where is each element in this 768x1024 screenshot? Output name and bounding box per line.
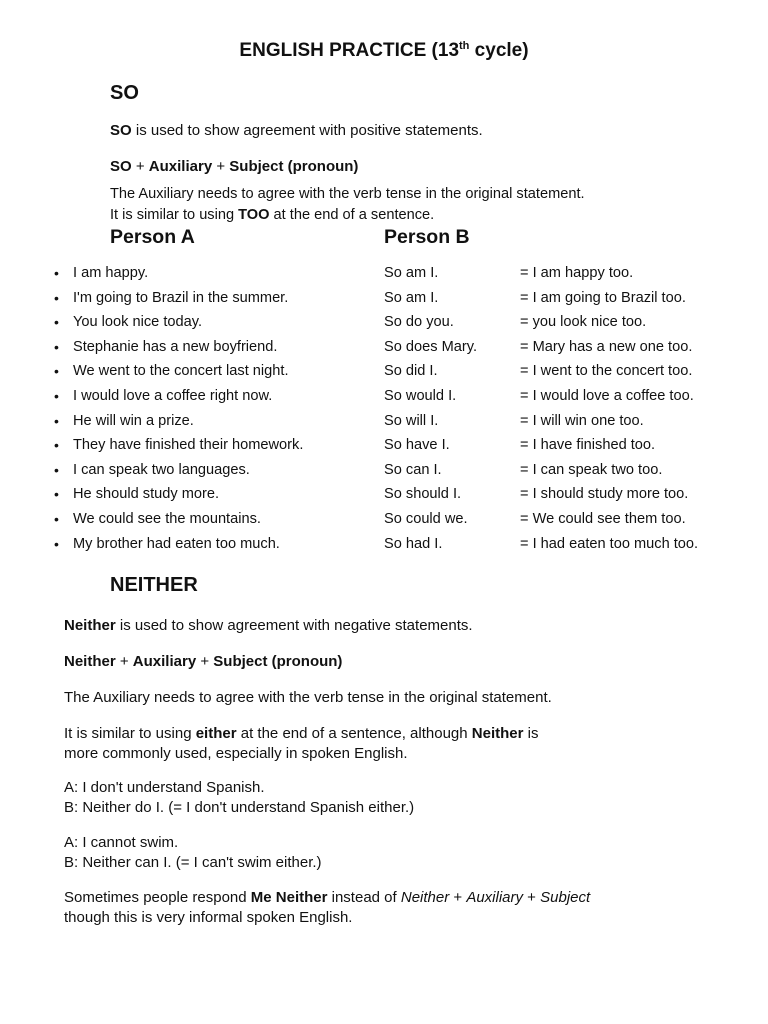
text-segment: Sometimes people respond: [64, 889, 251, 906]
text-segment: +: [212, 158, 230, 175]
text-segment: Me Neither: [250, 889, 328, 906]
meaning-equivalent: = I have finished too.: [520, 437, 656, 454]
text-segment: more commonly used, especially in spoken English.: [64, 744, 408, 762]
neither-paragraph: [64, 724, 538, 763]
text-segment: Neither: [400, 889, 450, 906]
so-explanation: [110, 184, 585, 225]
meaning-equivalent: = I would love a coffee too.: [520, 388, 694, 404]
neither-paragraph: [64, 778, 414, 817]
person-b-response: So do you.: [384, 314, 454, 331]
text-segment: B: Neither do I. (= I don't understand Spanish either.): [64, 798, 415, 816]
example-row: [0, 511, 768, 535]
text-segment: +: [449, 889, 467, 906]
example-row: [0, 536, 768, 560]
text-segment: SO: [110, 158, 132, 175]
person-a-statement: I'm going to Brazil in the summer.: [73, 289, 289, 306]
text-segment: is used to show agreement with positive statements.: [131, 122, 483, 139]
neither-paragraph: [64, 888, 590, 927]
meaning-equivalent: = We could see them too.: [520, 511, 686, 527]
text-segment: though this is very informal spoken English.: [64, 908, 353, 926]
text-segment: Subject (pronoun): [229, 158, 359, 175]
person-b-response: So does Mary.: [384, 338, 478, 355]
paragraph-line: [64, 744, 538, 764]
text-segment: +: [196, 653, 214, 670]
paragraph-line: [64, 908, 590, 928]
neither-paragraph: [64, 616, 473, 636]
text-segment: It is similar to using: [64, 725, 196, 742]
neither-paragraph: [64, 833, 322, 872]
bullet-icon: •: [54, 265, 59, 281]
so-explanation-line: [110, 184, 585, 205]
person-b-response: So had I.: [384, 535, 443, 552]
text-segment: TOO: [238, 206, 270, 223]
text-segment: Neither: [64, 653, 116, 670]
person-b-response: So would I.: [384, 388, 457, 404]
bullet-icon: •: [54, 412, 59, 429]
text-segment: The Auxiliary needs to agree with the verb tense in the original statement.: [64, 689, 552, 706]
example-row: [0, 437, 768, 461]
bullet-icon: •: [54, 535, 59, 552]
meaning-equivalent: = I should study more too.: [520, 486, 689, 503]
person-a-statement: He should study more.: [73, 486, 220, 503]
bullet-icon: •: [54, 437, 59, 454]
neither-heading: NEITHER: [110, 574, 198, 596]
meaning-equivalent: = I went to the concert too.: [520, 363, 693, 380]
text-segment: Subject: [540, 889, 591, 906]
person-b-heading: Person B: [384, 226, 470, 248]
text-segment: Neither: [64, 617, 116, 634]
meaning-equivalent: = I am going to Brazil too.: [520, 289, 686, 306]
person-b-response: So did I.: [384, 363, 438, 380]
text-segment: is: [523, 725, 539, 742]
person-a-statement: He will win a prize.: [73, 412, 194, 429]
paragraph-line: [64, 688, 552, 708]
text-segment: is used to show agreement with negative statements.: [115, 617, 473, 634]
person-b-response: So will I.: [384, 412, 439, 429]
person-b-response: So should I.: [384, 486, 462, 503]
page-title: [0, 40, 768, 62]
person-a-statement: You look nice today.: [73, 314, 203, 331]
paragraph-line: [64, 724, 538, 744]
person-a-statement: I am happy.: [73, 265, 149, 281]
text-segment: Neither: [471, 725, 524, 742]
neither-paragraph: [64, 688, 552, 708]
meaning-equivalent: = I am happy too.: [520, 265, 634, 281]
bullet-icon: •: [54, 338, 59, 355]
bullet-icon: •: [54, 486, 59, 503]
text-segment: at the end of a sentence.: [269, 206, 435, 223]
meaning-equivalent: = Mary has a new one too.: [520, 338, 693, 355]
text-segment: either: [195, 725, 237, 742]
example-row: [0, 486, 768, 510]
meaning-equivalent: = I had eaten too much too.: [520, 535, 699, 552]
paragraph-line: [64, 853, 322, 873]
text-segment: at the end of a sentence, although: [236, 725, 472, 742]
meaning-equivalent: = you look nice too.: [520, 314, 647, 331]
example-row: [0, 290, 768, 314]
bullet-icon: •: [54, 314, 59, 331]
example-row: [0, 339, 768, 363]
paragraph-line: [64, 616, 473, 636]
example-row: [0, 265, 768, 289]
example-row: [0, 462, 768, 486]
text-segment: Subject (pronoun): [213, 653, 343, 670]
page-title-tail: cycle): [469, 40, 529, 61]
example-row: [0, 314, 768, 338]
text-segment: instead of: [327, 889, 401, 906]
so-heading: SO: [110, 82, 139, 104]
person-a-statement: I would love a coffee right now.: [73, 388, 273, 404]
person-a-statement: We went to the concert last night.: [73, 363, 289, 380]
paragraph-line: [64, 833, 322, 853]
text-segment: +: [115, 653, 133, 670]
bullet-icon: •: [54, 388, 59, 404]
text-segment: The Auxiliary needs to agree with the verb tense in the original statement.: [110, 186, 585, 202]
page-title-superscript: th: [459, 40, 470, 52]
bullet-icon: •: [54, 363, 59, 380]
person-a-statement: Stephanie has a new boyfriend.: [73, 338, 278, 355]
example-row: [0, 413, 768, 437]
bullet-icon: •: [54, 461, 59, 478]
example-row: [0, 388, 768, 412]
meaning-equivalent: = I can speak two too.: [520, 461, 663, 478]
paragraph-line: [64, 888, 590, 908]
so-formula: [110, 158, 358, 175]
text-segment: B: Neither can I. (= I can't swim either.): [64, 853, 322, 871]
bullet-icon: •: [54, 289, 59, 306]
person-a-heading: Person A: [110, 226, 195, 248]
text-segment: It is similar to using: [110, 206, 239, 223]
text-segment: Auxiliary: [148, 158, 213, 175]
bullet-icon: •: [54, 511, 59, 527]
person-b-response: So can I.: [384, 461, 442, 478]
meaning-equivalent: = I will win one too.: [520, 412, 644, 429]
text-segment: Auxiliary: [132, 653, 197, 670]
paragraph-line: [64, 778, 414, 798]
page-title-text: ENGLISH PRACTICE (13: [239, 40, 460, 61]
text-segment: SO: [110, 122, 132, 139]
text-segment: Auxiliary: [466, 889, 524, 906]
person-b-response: So have I.: [384, 437, 450, 454]
neither-paragraph: [64, 652, 342, 672]
text-segment: +: [131, 158, 149, 175]
person-a-statement: My brother had eaten too much.: [73, 535, 280, 552]
person-a-statement: I can speak two languages.: [73, 461, 250, 478]
so-usage-line: [110, 122, 483, 139]
person-a-statement: They have finished their homework.: [73, 437, 304, 454]
text-segment: A: I cannot swim.: [64, 834, 179, 851]
person-b-response: So could we.: [384, 511, 468, 527]
paragraph-line: [64, 798, 414, 818]
text-segment: A: I don't understand Spanish.: [64, 779, 265, 796]
person-b-response: So am I.: [384, 265, 439, 281]
text-segment: +: [523, 889, 541, 906]
paragraph-line: [64, 652, 342, 672]
so-explanation-line: [110, 205, 585, 226]
person-b-response: So am I.: [384, 289, 439, 306]
example-row: [0, 363, 768, 387]
person-a-statement: We could see the mountains.: [73, 511, 261, 527]
